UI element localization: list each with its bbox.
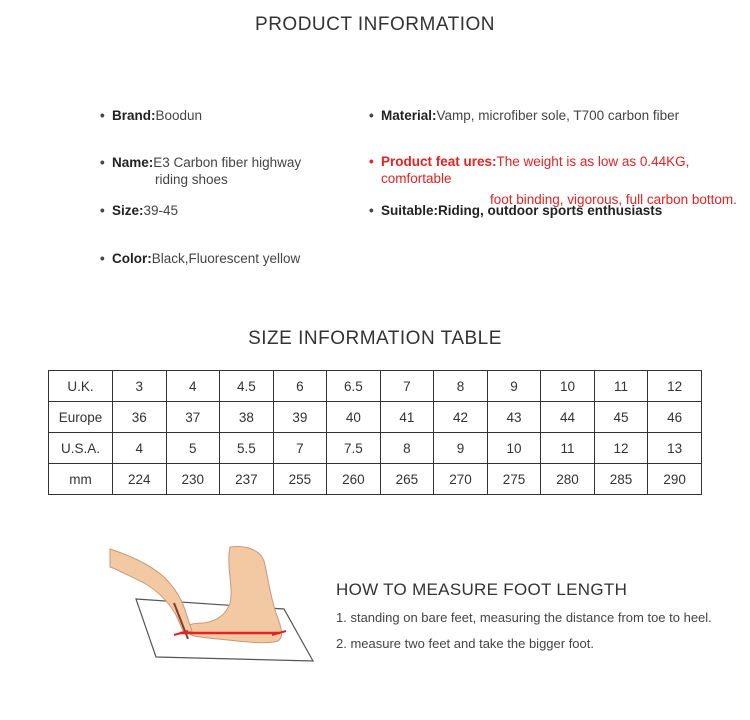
size-cell: 8 <box>434 371 488 402</box>
foot-measure-illustration <box>108 543 318 673</box>
features-label: Product feat ures: <box>381 154 497 169</box>
size-cell: 7 <box>273 433 327 464</box>
size-cell: 11 <box>541 433 595 464</box>
size-cell: 9 <box>487 371 541 402</box>
size-cell: 12 <box>594 433 648 464</box>
features-value-line2: foot binding, vigorous, full carbon bottom. <box>490 192 737 207</box>
suitable-label: Suitable: <box>381 203 439 218</box>
size-cell: 38 <box>220 402 274 433</box>
size-cell: 5 <box>166 433 220 464</box>
color-label: Color: <box>112 251 152 266</box>
brand-field: • Brand:Boodun <box>100 108 203 123</box>
size-cell: 4 <box>166 371 220 402</box>
size-cell: 37 <box>166 402 220 433</box>
size-cell: 10 <box>541 371 595 402</box>
size-table-row <box>49 371 702 402</box>
size-cell: 5.5 <box>220 433 274 464</box>
size-cell: 275 <box>487 464 541 495</box>
size-label: Size: <box>112 203 144 218</box>
size-cell: 11 <box>594 371 648 402</box>
size-cell: 42 <box>434 402 488 433</box>
size-table <box>48 370 702 495</box>
howto-step-1: 1. standing on bare feet, measuring the distance from toe to heel. <box>336 610 712 625</box>
size-cell: 230 <box>166 464 220 495</box>
size-row-label: mm <box>49 464 113 495</box>
size-cell: 285 <box>594 464 648 495</box>
size-cell: 265 <box>380 464 434 495</box>
size-cell: 36 <box>113 402 167 433</box>
size-cell: 290 <box>648 464 702 495</box>
size-cell: 40 <box>327 402 381 433</box>
size-cell: 7 <box>380 371 434 402</box>
size-cell: 255 <box>273 464 327 495</box>
size-cell: 7.5 <box>327 433 381 464</box>
size-cell: 280 <box>541 464 595 495</box>
size-cell: 237 <box>220 464 274 495</box>
howto-step-2: 2. measure two feet and take the bigger foot. <box>336 636 594 651</box>
size-cell: 224 <box>113 464 167 495</box>
size-cell: 43 <box>487 402 541 433</box>
brand-label: Brand: <box>112 108 156 123</box>
size-cell: 4 <box>113 433 167 464</box>
size-table-row <box>49 464 702 495</box>
size-cell: 9 <box>434 433 488 464</box>
size-table-row <box>49 433 702 464</box>
size-cell: 270 <box>434 464 488 495</box>
suitable-value: Riding, outdoor sports enthusiasts <box>438 203 663 218</box>
features-field: • Product feat ures:The weight is as low as 0.44KG, comfortable foot binding, vigorous, full carbon bottom. <box>381 153 750 208</box>
size-cell: 45 <box>594 402 648 433</box>
name-value-line2: riding shoes <box>155 172 228 187</box>
product-info-title: PRODUCT INFORMATION <box>255 14 495 35</box>
size-row-label: U.S.A. <box>49 433 113 464</box>
size-cell: 46 <box>648 402 702 433</box>
size-cell: 260 <box>327 464 381 495</box>
name-label: Name: <box>112 155 154 170</box>
color-value: Black,Fluorescent yellow <box>151 251 301 266</box>
size-cell: 6.5 <box>327 371 381 402</box>
size-table-title: SIZE INFORMATION TABLE <box>248 328 502 349</box>
size-row-label: U.K. <box>49 371 113 402</box>
material-value: Vamp, microfiber sole, T700 carbon fiber <box>436 108 680 123</box>
size-cell: 13 <box>648 433 702 464</box>
size-cell: 10 <box>487 433 541 464</box>
size-table-row <box>49 402 702 433</box>
size-cell: 44 <box>541 402 595 433</box>
material-field: • Material:Vamp, microfiber sole, T700 carbon fiber <box>369 108 680 123</box>
size-field: • Size:39-45 <box>100 203 179 218</box>
size-cell: 3 <box>113 371 167 402</box>
features-value-line1: The weight is as low as 0.44KG, comfortable <box>381 154 690 186</box>
size-cell: 6 <box>273 371 327 402</box>
name-field: • Name:E3 Carbon fiber highway riding shoes <box>100 155 302 187</box>
suitable-field: • Suitable:Riding, outdoor sports enthusiasts <box>369 203 663 218</box>
size-row-label: Europe <box>49 402 113 433</box>
size-cell: 12 <box>648 371 702 402</box>
size-value: 39-45 <box>143 203 179 218</box>
material-label: Material: <box>381 108 437 123</box>
size-cell: 4.5 <box>220 371 274 402</box>
brand-value: Boodun <box>155 108 203 123</box>
size-cell: 39 <box>273 402 327 433</box>
size-cell: 41 <box>380 402 434 433</box>
foot-shape <box>186 547 282 643</box>
size-cell: 8 <box>380 433 434 464</box>
howto-title: HOW TO MEASURE FOOT LENGTH <box>336 580 628 599</box>
color-field: • Color:Black,Fluorescent yellow <box>100 251 301 266</box>
name-value-line1: E3 Carbon fiber highway <box>153 155 302 170</box>
